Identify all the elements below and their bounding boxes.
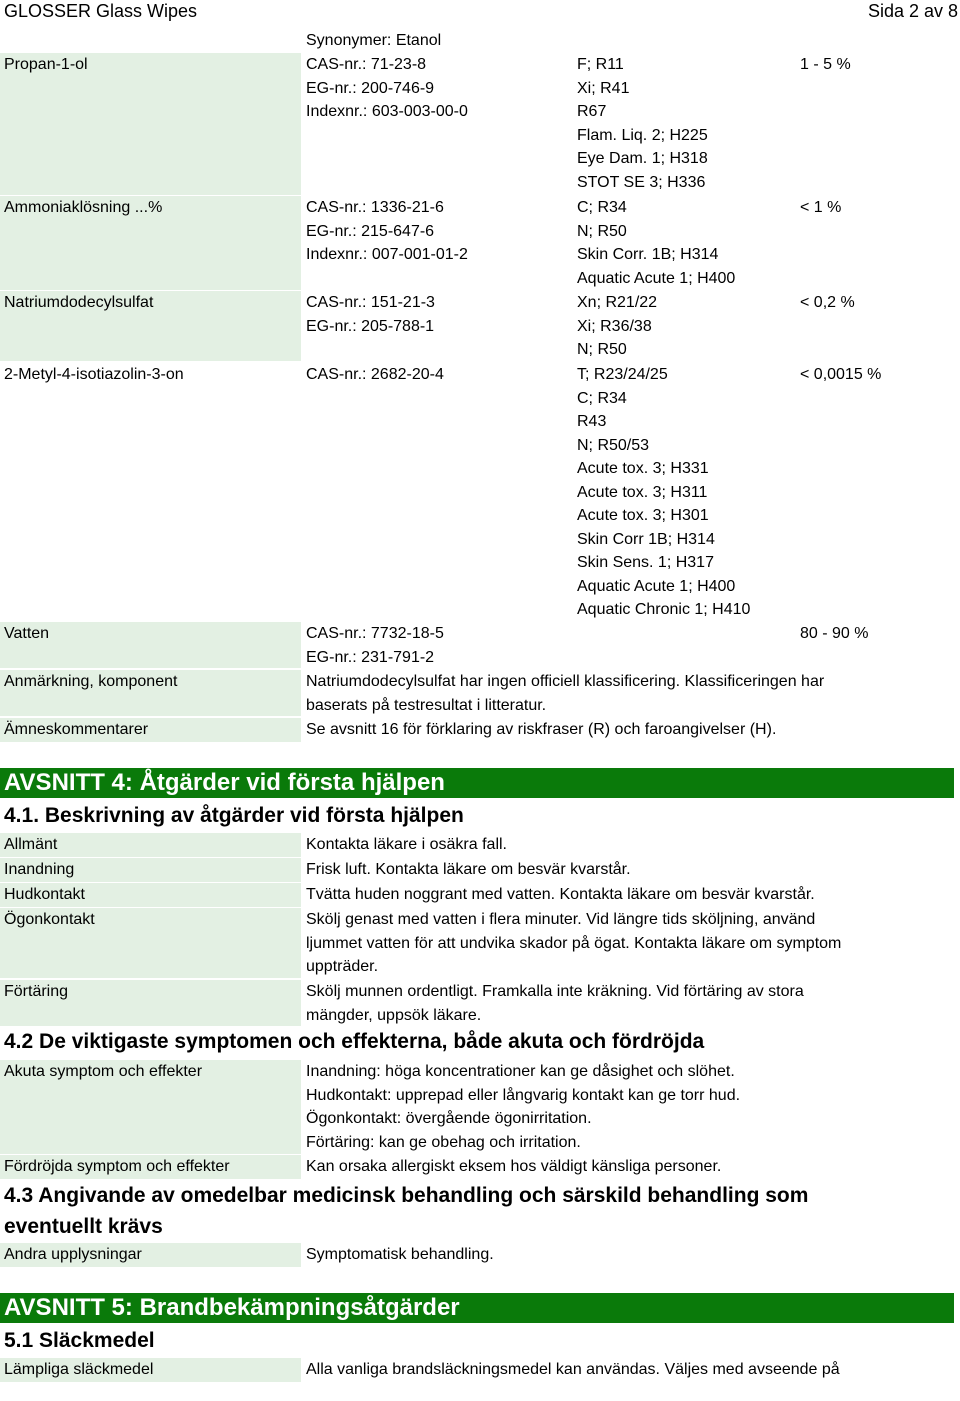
field-value xyxy=(302,883,960,907)
field-value xyxy=(302,1243,960,1267)
classification-line: N; R50 xyxy=(577,222,627,240)
eg-number: EG-nr.: 215-647-6 xyxy=(306,222,435,240)
field-label: Akuta symptom och effekter xyxy=(0,1060,301,1154)
classification-line: Skin Corr. 1B; H314 xyxy=(577,246,719,263)
field-label: Andra upplysningar xyxy=(0,1243,301,1267)
value-line: uppträder. xyxy=(306,958,379,975)
field-label: Förtäring xyxy=(0,980,301,1026)
section-5-heading: AVSNITT 5: Brandbekämpningsåtgärder xyxy=(0,1293,954,1323)
note-line: baserats på testresultat i litteratur. xyxy=(306,696,547,714)
eg-number: EG-nr.: 200-746-9 xyxy=(306,79,435,97)
classification-line: Aquatic Acute 1; H400 xyxy=(577,577,736,595)
index-number: Indexnr.: 603-003-00-0 xyxy=(306,103,468,120)
field-label: Lämpliga släckmedel xyxy=(0,1358,301,1382)
component-name: 2-Metyl-4-isotiazolin-3-on xyxy=(0,363,301,621)
component-percent: 80 - 90 % xyxy=(797,622,960,668)
value-line: Inandning: höga koncentrationer kan ge dåsighet och slöhet. xyxy=(306,1063,735,1080)
value-line: ljummet vatten för att undvika skador på ögat. Kontakta läkare om symptom xyxy=(306,934,842,952)
component-classification xyxy=(573,622,796,668)
subsection-4-1-heading: 4.1. Beskrivning av åtgärder vid första hjälpen xyxy=(4,804,464,827)
eg-number: EG-nr.: 205-788-1 xyxy=(306,317,435,335)
cas-number: CAS-nr.: 151-21-3 xyxy=(306,294,435,311)
page-header xyxy=(0,0,960,24)
value-line: Skölj genast med vatten i flera minuter. Vid längre tids sköljning, använd xyxy=(306,911,816,928)
classification-line: Skin Corr 1B; H314 xyxy=(577,530,715,548)
classification-line: R67 xyxy=(577,103,607,120)
index-number: Indexnr.: 007-001-01-2 xyxy=(306,246,468,263)
classification-line: C; R34 xyxy=(577,389,627,407)
page-number: Sida 2 av 8 xyxy=(867,1,958,21)
note-label: Anmärkning, komponent xyxy=(0,670,301,716)
value-line: Kontakta läkare i osäkra fall. xyxy=(306,836,507,853)
heading-line: 4.3 Angivande av omedelbar medicinsk behandling och särskild behandling som xyxy=(4,1184,809,1207)
value-line: Symptomatisk behandling. xyxy=(306,1246,494,1263)
note-value xyxy=(302,718,960,742)
component-ids xyxy=(302,196,571,290)
field-value xyxy=(302,1155,960,1179)
value-line: Skölj munnen ordentligt. Framkalla inte kräkning. Vid förtäring av stora xyxy=(306,983,804,1000)
field-value xyxy=(302,980,960,1027)
cas-number: CAS-nr.: 71-23-8 xyxy=(306,56,427,73)
field-label: Fördröjda symptom och effekter xyxy=(0,1155,301,1179)
component-classification xyxy=(573,53,796,195)
component-classification xyxy=(573,196,796,290)
value-line: Frisk luft. Kontakta läkare om besvär kvarstår. xyxy=(306,861,631,878)
component-name: Propan-1-ol xyxy=(0,53,301,195)
synonym-line: Synonymer: Etanol xyxy=(306,32,442,49)
component-classification xyxy=(573,291,796,361)
classification-line: N; R50 xyxy=(577,341,627,358)
subsection-4-2-heading: 4.2 De viktigaste symptomen och effekterna, både akuta och fördröjda xyxy=(4,1030,705,1053)
classification-line: Aquatic Acute 1; H400 xyxy=(577,269,736,287)
note-label: Ämneskommentarer xyxy=(0,718,301,742)
classification-line: Aquatic Chronic 1; H410 xyxy=(577,601,751,618)
value-line: Förtäring: kan ge obehag och irritation. xyxy=(306,1133,581,1151)
field-value xyxy=(302,1358,960,1382)
component-ids xyxy=(302,363,571,621)
field-label: Hudkontakt xyxy=(0,883,301,907)
note-value xyxy=(302,670,960,717)
field-label: Ögonkontakt xyxy=(0,908,301,978)
classification-line: T; R23/24/25 xyxy=(577,366,668,383)
value-line: Alla vanliga brandsläckningsmedel kan användas. Väljes med avseende på xyxy=(306,1361,840,1378)
component-name: Natriumdodecylsulfat xyxy=(0,291,301,361)
field-label: Inandning xyxy=(0,858,301,882)
field-label: Allmänt xyxy=(0,833,301,857)
classification-line: Xi; R41 xyxy=(577,79,630,97)
field-value xyxy=(302,908,960,979)
classification-line: R43 xyxy=(577,413,607,430)
eg-number: EG-nr.: 231-791-2 xyxy=(306,648,435,666)
classification-line: Acute tox. 3; H331 xyxy=(577,460,709,477)
value-line: Kan orsaka allergiskt eksem hos väldigt känsliga personer. xyxy=(306,1158,722,1175)
classification-line: N; R50/53 xyxy=(577,436,650,454)
subsection-4-3-heading xyxy=(4,1180,808,1242)
component-percent: < 1 % xyxy=(797,196,960,290)
field-value xyxy=(302,858,960,882)
component-name: Vatten xyxy=(0,622,301,668)
subsection-5-1-heading: 5.1 Släckmedel xyxy=(4,1329,155,1352)
classification-line: C; R34 xyxy=(577,199,627,216)
component-ids xyxy=(302,291,571,361)
component-percent: < 0,0015 % xyxy=(797,363,960,621)
cas-number: CAS-nr.: 2682-20-4 xyxy=(306,366,444,383)
classification-line: STOT SE 3; H336 xyxy=(577,173,706,191)
classification-line: Xn; R21/22 xyxy=(577,294,658,311)
component-ids xyxy=(302,622,571,668)
note-line: Natriumdodecylsulfat har ingen officiell klassificering. Klassificeringen har xyxy=(306,673,825,690)
note-line: Se avsnitt 16 för förklaring av riskfraser (R) och faroangivelser (H). xyxy=(306,721,777,738)
classification-line: F; R11 xyxy=(577,56,624,73)
component-classification xyxy=(573,363,796,621)
classification-line: Skin Sens. 1; H317 xyxy=(577,554,714,571)
component-percent: 1 - 5 % xyxy=(797,53,960,195)
cas-number: CAS-nr.: 7732-18-5 xyxy=(306,625,444,642)
section-4-heading: AVSNITT 4: Åtgärder vid första hjälpen xyxy=(0,768,954,798)
classification-line: Flam. Liq. 2; H225 xyxy=(577,126,708,144)
value-line: mängder, uppsök läkare. xyxy=(306,1006,482,1024)
classification-line: Eye Dam. 1; H318 xyxy=(577,150,708,167)
classification-line: Xi; R36/38 xyxy=(577,317,652,335)
classification-line: Acute tox. 3; H301 xyxy=(577,507,709,524)
component-name: Ammoniaklösning ...% xyxy=(0,196,301,290)
cas-number: CAS-nr.: 1336-21-6 xyxy=(306,199,444,216)
field-value xyxy=(302,833,960,857)
value-line: Ögonkontakt: övergående ögonirritation. xyxy=(306,1110,592,1127)
classification-line: Acute tox. 3; H311 xyxy=(577,483,708,501)
component-percent: < 0,2 % xyxy=(797,291,960,361)
value-line: Tvätta huden noggrant med vatten. Kontakta läkare om besvär kvarstår. xyxy=(306,886,815,903)
component-ids xyxy=(302,53,571,195)
field-value xyxy=(302,1060,960,1154)
value-line: Hudkontakt: upprepad eller långvarig kontakt kan ge torr hud. xyxy=(306,1086,741,1104)
heading-line: eventuellt krävs xyxy=(4,1215,163,1238)
product-title: GLOSSER Glass Wipes xyxy=(4,1,198,21)
